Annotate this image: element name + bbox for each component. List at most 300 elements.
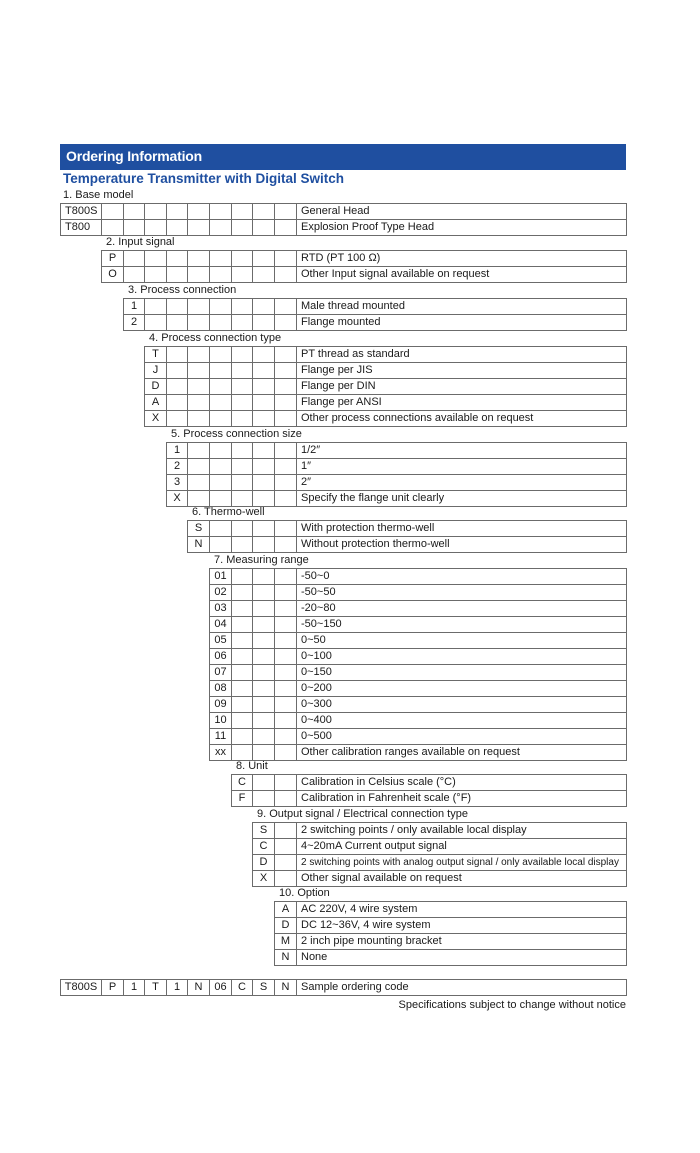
option-description: Other process connections available on request — [297, 411, 627, 427]
empty-code-cell — [232, 475, 253, 491]
option-code: 10 — [210, 713, 232, 729]
empty-code-cell — [253, 220, 275, 236]
section-label: 1. Base model — [63, 189, 134, 201]
empty-code-cell — [188, 363, 210, 379]
empty-code-cell — [188, 459, 210, 475]
empty-code-cell — [124, 204, 145, 220]
option-code: 1 — [167, 443, 188, 459]
empty-code-cell — [275, 363, 297, 379]
empty-code-cell — [275, 379, 297, 395]
empty-code-cell — [188, 315, 210, 331]
sample-code-cell: T — [145, 980, 167, 996]
empty-code-cell — [253, 521, 275, 537]
empty-code-cell — [188, 395, 210, 411]
option-description: Calibration in Fahrenheit scale (°F) — [297, 791, 627, 807]
empty-code-cell — [188, 379, 210, 395]
section-table — [144, 346, 627, 427]
empty-code-cell — [188, 299, 210, 315]
section-table — [60, 203, 627, 236]
empty-code-cell — [253, 601, 275, 617]
option-code: A — [275, 902, 297, 918]
empty-code-cell — [124, 267, 145, 283]
empty-code-cell — [275, 665, 297, 681]
empty-code-cell — [102, 204, 124, 220]
option-description: 0~150 — [297, 665, 627, 681]
table-row — [145, 347, 627, 363]
option-description: Other calibration ranges available on request — [297, 745, 627, 761]
table-row — [210, 601, 627, 617]
section-table — [166, 442, 627, 507]
empty-code-cell — [167, 379, 188, 395]
empty-code-cell — [275, 411, 297, 427]
empty-code-cell — [232, 537, 253, 553]
empty-code-cell — [232, 491, 253, 507]
table-row — [167, 443, 627, 459]
option-description: 0~400 — [297, 713, 627, 729]
option-code: C — [253, 839, 275, 855]
empty-code-cell — [167, 251, 188, 267]
empty-code-cell — [275, 475, 297, 491]
empty-code-cell — [253, 745, 275, 761]
empty-code-cell — [232, 681, 253, 697]
option-code: X — [145, 411, 167, 427]
section-label: 5. Process connection size — [171, 428, 302, 440]
table-row — [275, 902, 627, 918]
empty-code-cell — [210, 315, 232, 331]
table-row — [210, 729, 627, 745]
empty-code-cell — [145, 204, 167, 220]
option-code: N — [188, 537, 210, 553]
empty-code-cell — [210, 347, 232, 363]
empty-code-cell — [275, 633, 297, 649]
option-code: J — [145, 363, 167, 379]
empty-code-cell — [145, 267, 167, 283]
empty-code-cell — [275, 459, 297, 475]
option-code: 3 — [167, 475, 188, 491]
empty-code-cell — [210, 459, 232, 475]
sample-code-cell: C — [232, 980, 253, 996]
option-code: X — [253, 871, 275, 887]
empty-code-cell — [167, 299, 188, 315]
option-description: -50~150 — [297, 617, 627, 633]
table-row — [253, 871, 627, 887]
empty-code-cell — [232, 267, 253, 283]
option-description: 0~100 — [297, 649, 627, 665]
table-row — [188, 537, 627, 553]
empty-code-cell — [275, 729, 297, 745]
option-code: N — [275, 950, 297, 966]
empty-code-cell — [253, 681, 275, 697]
empty-code-cell — [145, 251, 167, 267]
empty-code-cell — [210, 299, 232, 315]
option-description: General Head — [297, 204, 627, 220]
option-description: Flange per JIS — [297, 363, 627, 379]
empty-code-cell — [275, 745, 297, 761]
empty-code-cell — [275, 204, 297, 220]
section-table — [252, 822, 627, 887]
empty-code-cell — [232, 649, 253, 665]
option-description: 2 inch pipe mounting bracket — [297, 934, 627, 950]
empty-code-cell — [253, 713, 275, 729]
empty-code-cell — [167, 347, 188, 363]
option-description: Specify the flange unit clearly — [297, 491, 627, 507]
empty-code-cell — [167, 204, 188, 220]
empty-code-cell — [232, 521, 253, 537]
section-label: 8. Unit — [236, 760, 268, 772]
empty-code-cell — [275, 649, 297, 665]
empty-code-cell — [232, 347, 253, 363]
empty-code-cell — [275, 521, 297, 537]
option-description: DC 12~36V, 4 wire system — [297, 918, 627, 934]
section-table — [101, 250, 627, 283]
empty-code-cell — [232, 633, 253, 649]
table-row — [275, 918, 627, 934]
empty-code-cell — [232, 697, 253, 713]
empty-code-cell — [124, 220, 145, 236]
empty-code-cell — [232, 569, 253, 585]
option-code: 2 — [124, 315, 145, 331]
option-description: None — [297, 950, 627, 966]
empty-code-cell — [124, 251, 145, 267]
sample-description: Sample ordering code — [297, 980, 627, 996]
sample-code-cell: 1 — [124, 980, 145, 996]
empty-code-cell — [210, 475, 232, 491]
table-row — [210, 585, 627, 601]
empty-code-cell — [253, 363, 275, 379]
section-table — [209, 568, 627, 761]
table-row — [275, 950, 627, 966]
section-label: 3. Process connection — [128, 284, 237, 296]
footer-note: Specifications subject to change without notice — [398, 999, 626, 1011]
section-banner — [60, 144, 626, 170]
empty-code-cell — [145, 220, 167, 236]
table-row — [210, 745, 627, 761]
empty-code-cell — [275, 601, 297, 617]
section-label: 2. Input signal — [106, 236, 175, 248]
option-code: T — [145, 347, 167, 363]
empty-code-cell — [188, 347, 210, 363]
empty-code-cell — [145, 299, 167, 315]
option-description: 2 switching points with analog output signal / only available local display — [297, 855, 627, 871]
empty-code-cell — [210, 411, 232, 427]
empty-code-cell — [253, 347, 275, 363]
option-description: Without protection thermo-well — [297, 537, 627, 553]
empty-code-cell — [253, 633, 275, 649]
empty-code-cell — [102, 220, 124, 236]
option-description: 1″ — [297, 459, 627, 475]
table-row — [102, 267, 627, 283]
empty-code-cell — [210, 537, 232, 553]
empty-code-cell — [232, 204, 253, 220]
table-row — [124, 315, 627, 331]
empty-code-cell — [232, 220, 253, 236]
table-row — [167, 491, 627, 507]
sample-code-cell: 06 — [210, 980, 232, 996]
option-code: 01 — [210, 569, 232, 585]
empty-code-cell — [253, 537, 275, 553]
empty-code-cell — [210, 395, 232, 411]
option-description: -50~0 — [297, 569, 627, 585]
empty-code-cell — [275, 839, 297, 855]
empty-code-cell — [232, 617, 253, 633]
option-description: Other signal available on request — [297, 871, 627, 887]
option-code: T800 — [61, 220, 102, 236]
sample-code-cell: N — [188, 980, 210, 996]
table-row — [210, 617, 627, 633]
empty-code-cell — [232, 315, 253, 331]
option-description: 2 switching points / only available local display — [297, 823, 627, 839]
empty-code-cell — [253, 649, 275, 665]
option-code: 02 — [210, 585, 232, 601]
option-description: 1/2″ — [297, 443, 627, 459]
table-row — [61, 220, 627, 236]
section-label: 9. Output signal / Electrical connection type — [257, 808, 468, 820]
empty-code-cell — [275, 347, 297, 363]
option-description: Male thread mounted — [297, 299, 627, 315]
empty-code-cell — [275, 443, 297, 459]
empty-code-cell — [275, 569, 297, 585]
sample-code-cell: S — [253, 980, 275, 996]
option-code: 1 — [124, 299, 145, 315]
option-code: F — [232, 791, 253, 807]
option-code: 05 — [210, 633, 232, 649]
option-code: P — [102, 251, 124, 267]
sample-code-cell: T800S — [61, 980, 102, 996]
option-description: 2″ — [297, 475, 627, 491]
option-description: 4~20mA Current output signal — [297, 839, 627, 855]
table-row — [210, 713, 627, 729]
option-description: 0~500 — [297, 729, 627, 745]
empty-code-cell — [188, 411, 210, 427]
empty-code-cell — [167, 395, 188, 411]
empty-code-cell — [253, 379, 275, 395]
empty-code-cell — [275, 220, 297, 236]
empty-code-cell — [253, 315, 275, 331]
empty-code-cell — [275, 791, 297, 807]
empty-code-cell — [253, 251, 275, 267]
option-code: D — [275, 918, 297, 934]
section-label: 7. Measuring range — [214, 554, 309, 566]
empty-code-cell — [275, 871, 297, 887]
empty-code-cell — [275, 395, 297, 411]
table-row — [210, 569, 627, 585]
section-label: 4. Process connection type — [149, 332, 282, 344]
option-description: 0~200 — [297, 681, 627, 697]
option-description: Flange per DIN — [297, 379, 627, 395]
table-row — [102, 251, 627, 267]
empty-code-cell — [232, 363, 253, 379]
page-title: Ordering Information — [66, 148, 203, 164]
empty-code-cell — [275, 681, 297, 697]
empty-code-cell — [253, 491, 275, 507]
empty-code-cell — [275, 697, 297, 713]
option-code: C — [232, 775, 253, 791]
option-code: 11 — [210, 729, 232, 745]
empty-code-cell — [253, 475, 275, 491]
empty-code-cell — [210, 363, 232, 379]
table-row — [145, 363, 627, 379]
section-label: 10. Option — [279, 887, 330, 899]
table-row — [275, 934, 627, 950]
empty-code-cell — [232, 745, 253, 761]
table-row — [167, 459, 627, 475]
empty-code-cell — [275, 251, 297, 267]
empty-code-cell — [232, 443, 253, 459]
empty-code-cell — [232, 395, 253, 411]
table-row — [145, 411, 627, 427]
empty-code-cell — [232, 585, 253, 601]
table-row — [253, 839, 627, 855]
table-row — [253, 823, 627, 839]
sample-row — [61, 980, 627, 996]
product-subtitle: Temperature Transmitter with Digital Switch — [63, 171, 345, 186]
empty-code-cell — [275, 299, 297, 315]
section-table — [274, 901, 627, 966]
empty-code-cell — [232, 729, 253, 745]
empty-code-cell — [253, 791, 275, 807]
empty-code-cell — [188, 220, 210, 236]
empty-code-cell — [275, 713, 297, 729]
table-row — [61, 204, 627, 220]
empty-code-cell — [253, 299, 275, 315]
empty-code-cell — [275, 585, 297, 601]
sample-code-cell: 1 — [167, 980, 188, 996]
option-description: Explosion Proof Type Head — [297, 220, 627, 236]
option-description: RTD (PT 100 Ω) — [297, 251, 627, 267]
empty-code-cell — [253, 204, 275, 220]
option-description: PT thread as standard — [297, 347, 627, 363]
table-row — [124, 299, 627, 315]
section-table — [231, 774, 627, 807]
empty-code-cell — [210, 251, 232, 267]
option-description: -20~80 — [297, 601, 627, 617]
empty-code-cell — [167, 315, 188, 331]
empty-code-cell — [188, 251, 210, 267]
empty-code-cell — [210, 267, 232, 283]
option-description: -50~50 — [297, 585, 627, 601]
empty-code-cell — [275, 315, 297, 331]
section-label: 6. Thermo-well — [192, 506, 265, 518]
empty-code-cell — [253, 617, 275, 633]
option-description: Flange per ANSI — [297, 395, 627, 411]
option-code: O — [102, 267, 124, 283]
option-description: Other Input signal available on request — [297, 267, 627, 283]
option-code: 03 — [210, 601, 232, 617]
empty-code-cell — [253, 775, 275, 791]
option-code: S — [188, 521, 210, 537]
option-code: S — [253, 823, 275, 839]
empty-code-cell — [275, 855, 297, 871]
empty-code-cell — [232, 379, 253, 395]
table-row — [210, 633, 627, 649]
option-description: With protection thermo-well — [297, 521, 627, 537]
option-description: 0~50 — [297, 633, 627, 649]
empty-code-cell — [253, 569, 275, 585]
option-code: 2 — [167, 459, 188, 475]
empty-code-cell — [188, 443, 210, 459]
option-code: X — [167, 491, 188, 507]
table-row — [210, 681, 627, 697]
empty-code-cell — [210, 220, 232, 236]
empty-code-cell — [253, 729, 275, 745]
empty-code-cell — [275, 491, 297, 507]
empty-code-cell — [232, 665, 253, 681]
table-row — [210, 649, 627, 665]
option-code: xx — [210, 745, 232, 761]
empty-code-cell — [210, 443, 232, 459]
empty-code-cell — [232, 251, 253, 267]
empty-code-cell — [253, 697, 275, 713]
empty-code-cell — [167, 363, 188, 379]
option-code: 07 — [210, 665, 232, 681]
empty-code-cell — [167, 220, 188, 236]
sample-code-cell: P — [102, 980, 124, 996]
section-table — [187, 520, 627, 553]
empty-code-cell — [275, 537, 297, 553]
empty-code-cell — [253, 585, 275, 601]
empty-code-cell — [210, 204, 232, 220]
empty-code-cell — [167, 267, 188, 283]
empty-code-cell — [232, 411, 253, 427]
empty-code-cell — [232, 713, 253, 729]
option-code: T800S — [61, 204, 102, 220]
empty-code-cell — [232, 601, 253, 617]
empty-code-cell — [253, 411, 275, 427]
empty-code-cell — [210, 491, 232, 507]
option-description: Flange mounted — [297, 315, 627, 331]
empty-code-cell — [253, 665, 275, 681]
empty-code-cell — [253, 443, 275, 459]
sample-code-cell: N — [275, 980, 297, 996]
option-code: A — [145, 395, 167, 411]
empty-code-cell — [188, 204, 210, 220]
empty-code-cell — [275, 823, 297, 839]
sample-code-table — [60, 979, 627, 996]
empty-code-cell — [253, 267, 275, 283]
empty-code-cell — [188, 267, 210, 283]
section-table — [123, 298, 627, 331]
table-row — [232, 791, 627, 807]
empty-code-cell — [232, 299, 253, 315]
empty-code-cell — [275, 267, 297, 283]
empty-code-cell — [188, 475, 210, 491]
option-code: 04 — [210, 617, 232, 633]
option-code: D — [253, 855, 275, 871]
table-row — [167, 475, 627, 491]
option-code: M — [275, 934, 297, 950]
empty-code-cell — [253, 395, 275, 411]
option-description: Calibration in Celsius scale (°C) — [297, 775, 627, 791]
table-row — [232, 775, 627, 791]
empty-code-cell — [167, 411, 188, 427]
empty-code-cell — [145, 315, 167, 331]
option-description: 0~300 — [297, 697, 627, 713]
table-row — [188, 521, 627, 537]
table-row — [145, 379, 627, 395]
option-code: 08 — [210, 681, 232, 697]
option-code: 06 — [210, 649, 232, 665]
empty-code-cell — [210, 379, 232, 395]
table-row — [145, 395, 627, 411]
empty-code-cell — [188, 491, 210, 507]
empty-code-cell — [210, 521, 232, 537]
option-code: 09 — [210, 697, 232, 713]
option-description: AC 220V, 4 wire system — [297, 902, 627, 918]
option-code: D — [145, 379, 167, 395]
table-row — [210, 697, 627, 713]
empty-code-cell — [275, 775, 297, 791]
table-row — [253, 855, 627, 871]
